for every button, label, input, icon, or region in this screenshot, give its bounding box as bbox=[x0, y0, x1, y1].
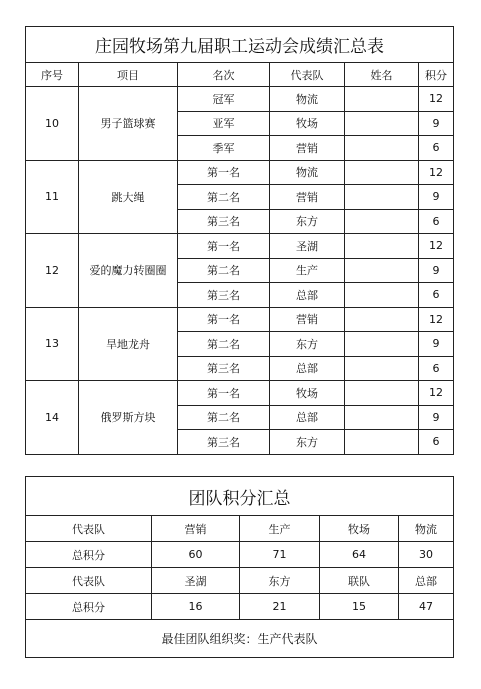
person-cell bbox=[345, 185, 419, 210]
score-cell: 6 bbox=[419, 136, 454, 161]
header-cell: 积分 bbox=[419, 63, 454, 87]
team-cell: 东方 bbox=[270, 209, 345, 234]
score-cell: 12 bbox=[419, 234, 454, 259]
summary-cell: 71 bbox=[240, 542, 320, 568]
summary-label: 总积分 bbox=[26, 594, 152, 620]
team-cell: 总部 bbox=[270, 356, 345, 381]
team-cell: 营销 bbox=[270, 185, 345, 210]
event-name: 俄罗斯方块 bbox=[79, 381, 178, 455]
score-cell: 12 bbox=[419, 307, 454, 332]
event-number: 14 bbox=[26, 381, 79, 455]
event-name: 男子篮球赛 bbox=[79, 87, 178, 161]
summary-cell: 15 bbox=[320, 594, 399, 620]
summary-cell: 60 bbox=[152, 542, 240, 568]
summary-cell: 牧场 bbox=[320, 516, 399, 542]
team-summary-table bbox=[25, 476, 454, 658]
score-cell: 9 bbox=[419, 258, 454, 283]
score-cell: 9 bbox=[419, 185, 454, 210]
person-cell bbox=[345, 136, 419, 161]
header-cell: 序号 bbox=[26, 63, 79, 87]
summary-cell: 21 bbox=[240, 594, 320, 620]
table-row bbox=[26, 87, 454, 112]
score-cell: 9 bbox=[419, 405, 454, 430]
summary-row bbox=[26, 516, 454, 542]
rank-cell: 第二名 bbox=[178, 332, 270, 357]
event-number: 11 bbox=[26, 160, 79, 234]
summary-row bbox=[26, 542, 454, 568]
table-row bbox=[26, 160, 454, 185]
header-cell: 姓名 bbox=[345, 63, 419, 87]
summary-row bbox=[26, 594, 454, 620]
person-cell bbox=[345, 87, 419, 112]
rank-cell: 第三名 bbox=[178, 430, 270, 455]
score-cell: 9 bbox=[419, 332, 454, 357]
team-cell: 东方 bbox=[270, 332, 345, 357]
event-number: 13 bbox=[26, 307, 79, 381]
person-cell bbox=[345, 381, 419, 406]
rank-cell: 第二名 bbox=[178, 185, 270, 210]
score-cell: 6 bbox=[419, 356, 454, 381]
rank-cell: 季军 bbox=[178, 136, 270, 161]
team-cell: 营销 bbox=[270, 136, 345, 161]
rank-cell: 亚军 bbox=[178, 111, 270, 136]
rank-cell: 第三名 bbox=[178, 283, 270, 308]
person-cell bbox=[345, 160, 419, 185]
summary-cell: 30 bbox=[399, 542, 454, 568]
score-cell: 6 bbox=[419, 430, 454, 455]
person-cell bbox=[345, 209, 419, 234]
table-row bbox=[26, 381, 454, 406]
header-cell: 代表队 bbox=[270, 63, 345, 87]
person-cell bbox=[345, 356, 419, 381]
person-cell bbox=[345, 430, 419, 455]
header-cell: 名次 bbox=[178, 63, 270, 87]
person-cell bbox=[345, 234, 419, 259]
best-team-award: 最佳团队组织奖：生产代表队 bbox=[26, 620, 454, 658]
summary-cell: 生产 bbox=[240, 516, 320, 542]
rank-cell: 第二名 bbox=[178, 405, 270, 430]
score-cell: 9 bbox=[419, 111, 454, 136]
summary-cell: 16 bbox=[152, 594, 240, 620]
team-cell: 东方 bbox=[270, 430, 345, 455]
event-number: 12 bbox=[26, 234, 79, 308]
rank-cell: 第一名 bbox=[178, 234, 270, 259]
rank-cell: 第一名 bbox=[178, 160, 270, 185]
person-cell bbox=[345, 283, 419, 308]
summary-cell: 联队 bbox=[320, 568, 399, 594]
summary-cell: 64 bbox=[320, 542, 399, 568]
team-cell: 物流 bbox=[270, 160, 345, 185]
event-number: 10 bbox=[26, 87, 79, 161]
person-cell bbox=[345, 405, 419, 430]
rank-cell: 第三名 bbox=[178, 209, 270, 234]
person-cell bbox=[345, 258, 419, 283]
rank-cell: 第二名 bbox=[178, 258, 270, 283]
table-row bbox=[26, 234, 454, 259]
table-row bbox=[26, 307, 454, 332]
score-cell: 12 bbox=[419, 87, 454, 112]
summary-cell: 物流 bbox=[399, 516, 454, 542]
score-cell: 12 bbox=[419, 160, 454, 185]
summary-label: 总积分 bbox=[26, 542, 152, 568]
event-name: 跳大绳 bbox=[79, 160, 178, 234]
score-cell: 6 bbox=[419, 209, 454, 234]
summary-cell: 总部 bbox=[399, 568, 454, 594]
summary-cell: 东方 bbox=[240, 568, 320, 594]
event-name: 爱的魔力转圈圈 bbox=[79, 234, 178, 308]
team-cell: 总部 bbox=[270, 283, 345, 308]
person-cell bbox=[345, 307, 419, 332]
summary-cell: 47 bbox=[399, 594, 454, 620]
score-cell: 12 bbox=[419, 381, 454, 406]
team-cell: 牧场 bbox=[270, 381, 345, 406]
person-cell bbox=[345, 111, 419, 136]
event-name: 旱地龙舟 bbox=[79, 307, 178, 381]
summary-label: 代表队 bbox=[26, 568, 152, 594]
rank-cell: 冠军 bbox=[178, 87, 270, 112]
summary-cell: 营销 bbox=[152, 516, 240, 542]
team-cell: 营销 bbox=[270, 307, 345, 332]
team-cell: 圣湖 bbox=[270, 234, 345, 259]
team-cell: 生产 bbox=[270, 258, 345, 283]
team-cell: 总部 bbox=[270, 405, 345, 430]
team-cell: 牧场 bbox=[270, 111, 345, 136]
summary-title: 团队积分汇总 bbox=[26, 477, 454, 516]
summary-label: 代表队 bbox=[26, 516, 152, 542]
rank-cell: 第一名 bbox=[178, 381, 270, 406]
header-row bbox=[26, 63, 454, 87]
table-title: 庄园牧场第九届职工运动会成绩汇总表 bbox=[26, 27, 454, 63]
summary-row bbox=[26, 568, 454, 594]
score-cell: 6 bbox=[419, 283, 454, 308]
header-cell: 项目 bbox=[79, 63, 178, 87]
person-cell bbox=[345, 332, 419, 357]
team-cell: 物流 bbox=[270, 87, 345, 112]
summary-cell: 圣湖 bbox=[152, 568, 240, 594]
rank-cell: 第三名 bbox=[178, 356, 270, 381]
rank-cell: 第一名 bbox=[178, 307, 270, 332]
results-table bbox=[25, 26, 454, 455]
